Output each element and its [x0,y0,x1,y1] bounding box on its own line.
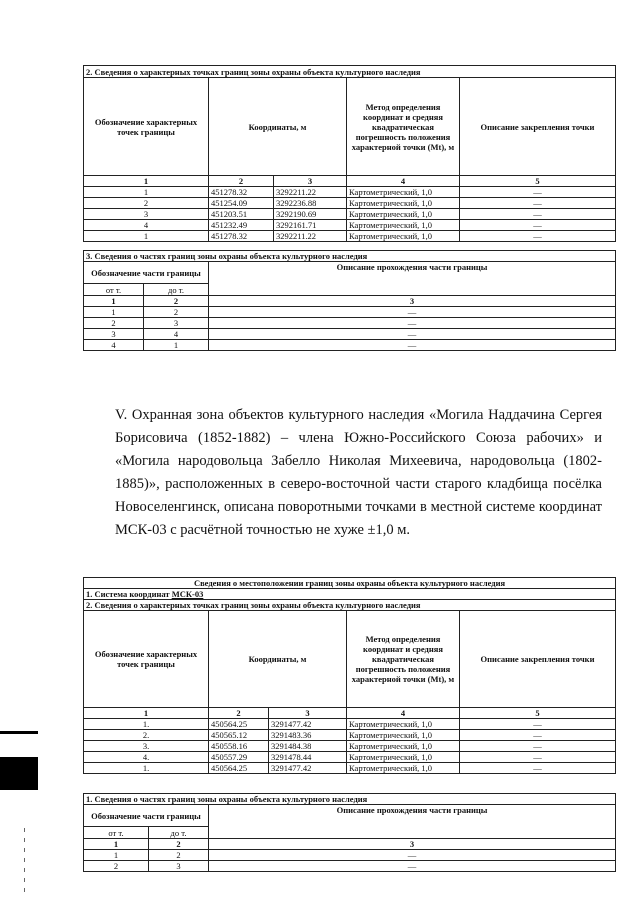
coord-y: 3291484.38 [269,741,347,752]
table-row [84,198,616,209]
coord-x: 451232.49 [209,220,274,231]
part-to: 3 [149,861,209,872]
part-description: — [209,340,616,351]
point-id: 3. [84,741,209,752]
header-designation: Обозначение характерных точек границы [84,78,209,176]
part-description: — [209,329,616,340]
scan-artifact-block [0,757,38,790]
boundary-points-table-2 [83,577,616,774]
coord-y: 3292236.88 [274,198,347,209]
part-to: 4 [144,329,209,340]
col-number: 2 [209,176,274,187]
col-number: 3 [209,839,616,850]
fixing-description: — [460,187,616,198]
to-label: до т. [144,284,209,296]
method: Картометрический, 1,0 [347,719,460,730]
fixing-description: — [460,231,616,242]
table-row [84,340,616,351]
table-row [84,187,616,198]
section-1-parts-title: 1. Сведения о частях границ зоны охраны объекта культурного наследия [84,794,616,805]
fixing-description: — [460,198,616,209]
part-from: 2 [84,318,144,329]
col-number: 5 [460,708,616,719]
section-2-title: 2. Сведения о характерных точках границ зоны охраны объекта культурного наследия [84,66,616,78]
fixing-description: — [460,220,616,231]
table-row [84,231,616,242]
part-to: 2 [144,307,209,318]
table-row [84,220,616,231]
table-row [84,209,616,220]
header-coordinates: Координаты, м [209,611,347,708]
header-coordinates: Координаты, м [209,78,347,176]
coord-y: 3292161.71 [274,220,347,231]
table-row [84,307,616,318]
col-number: 2 [149,839,209,850]
coord-x: 451278.32 [209,231,274,242]
method: Картометрический, 1,0 [347,730,460,741]
method: Картометрический, 1,0 [347,231,460,242]
method: Картометрический, 1,0 [347,741,460,752]
table-row [84,861,616,872]
method: Картометрический, 1,0 [347,198,460,209]
section-3-title: 3. Сведения о частях границ зоны охраны объекта культурного наследия [84,251,616,262]
method: Картометрический, 1,0 [347,220,460,231]
table-row [84,318,616,329]
to-label: до т. [149,827,209,839]
part-description: — [209,318,616,329]
part-description: — [209,850,616,861]
part-from: 4 [84,340,144,351]
coord-x: 450564.25 [209,763,269,774]
point-id: 1 [84,187,209,198]
part-from: 2 [84,861,149,872]
part-description: — [209,861,616,872]
coord-y: 3292211.22 [274,231,347,242]
col-number: 3 [269,708,347,719]
boundary-points-table-1 [83,65,616,242]
boundary-parts-table-1 [83,250,616,351]
coord-y: 3292211.22 [274,187,347,198]
col-number: 2 [209,708,269,719]
fixing-description: — [460,719,616,730]
coord-x: 450557.29 [209,752,269,763]
coordinate-system-label: 1. Система координат [86,589,170,599]
col-number: 2 [144,296,209,307]
method: Картометрический, 1,0 [347,187,460,198]
part-description: — [209,307,616,318]
point-id: 1. [84,763,209,774]
fixing-description: — [460,752,616,763]
coord-x: 451278.32 [209,187,274,198]
parts-header: Обозначение части границы [84,805,209,827]
coord-x: 450565.12 [209,730,269,741]
col-number: 1 [84,839,149,850]
coord-y: 3291478.44 [269,752,347,763]
table-row [84,719,616,730]
coord-y: 3291483.36 [269,730,347,741]
table-row [84,850,616,861]
fixing-description: — [460,209,616,220]
col-number: 4 [347,176,460,187]
point-id: 4 [84,220,209,231]
method: Картометрический, 1,0 [347,763,460,774]
table-row [84,741,616,752]
part-to: 1 [144,340,209,351]
scan-artifact-dashes [24,828,25,898]
coord-y: 3291477.42 [269,719,347,730]
point-id: 4. [84,752,209,763]
boundary-parts-table-2 [83,793,616,872]
part-from: 1 [84,307,144,318]
fixing-description: — [460,741,616,752]
part-from: 3 [84,329,144,340]
part-to: 3 [144,318,209,329]
col-number: 1 [84,296,144,307]
header-designation: Обозначение характерных точек границы [84,611,209,708]
col-number: 1 [84,176,209,187]
table-row [84,752,616,763]
parts-header: Обозначение части границы [84,262,209,284]
col-number: 4 [347,708,460,719]
point-id: 1 [84,231,209,242]
header-description: Описание закрепления точки [460,611,616,708]
parts-description-header: Описание прохождения части границы [209,262,616,296]
header-method: Метод определения координат и средняя квадратическая погрешность положения характерной точки (Mt), м [347,611,460,708]
point-id: 3 [84,209,209,220]
point-id: 2. [84,730,209,741]
part-to: 2 [149,850,209,861]
col-number: 5 [460,176,616,187]
method: Картометрический, 1,0 [347,752,460,763]
part-from: 1 [84,850,149,861]
table-row [84,730,616,741]
col-number: 1 [84,708,209,719]
point-id: 1. [84,719,209,730]
coord-x: 450564.25 [209,719,269,730]
scan-artifact-line [0,731,38,734]
fixing-description: — [460,763,616,774]
section-2-title: 2. Сведения о характерных точках границ зоны охраны объекта культурного наследия [84,600,616,611]
table-row [84,329,616,340]
from-label: от т. [84,284,144,296]
coord-x: 451254.09 [209,198,274,209]
col-number: 3 [209,296,616,307]
parts-description-header: Описание прохождения части границы [209,805,616,839]
coord-x: 450558.16 [209,741,269,752]
header-method: Метод определения координат и средняя квадратическая погрешность положения характерной точки (Mt), м [347,78,460,176]
coord-y: 3291477.42 [269,763,347,774]
coord-x: 451203.51 [209,209,274,220]
from-label: от т. [84,827,149,839]
coordinate-system-row [84,589,616,600]
header-description: Описание закрепления точки [460,78,616,176]
coordinate-system-value: МСК-03 [171,589,204,599]
coord-y: 3292190.69 [274,209,347,220]
main-title: Сведения о местоположении границ зоны охраны объекта культурного наследия [84,578,616,589]
section-v-paragraph: V. Охранная зона объектов культурного наследия «Могила Наддачина Сергея Борисовича (1852-1882) – члена Южно-Российского Союза рабочих» и «Могила народовольца Забелло Николая Михеевича, народовольца (1802-1885)», расположенных в северо-восточной части старого кладбища посёлка Новоселенгинск, описана поворотными точками в местной системе координат МСК-03 с расчётной точностью не хуже ±1,0 м. [115,407,602,538]
point-id: 2 [84,198,209,209]
col-number: 3 [274,176,347,187]
fixing-description: — [460,730,616,741]
table-row [84,763,616,774]
method: Картометрический, 1,0 [347,209,460,220]
